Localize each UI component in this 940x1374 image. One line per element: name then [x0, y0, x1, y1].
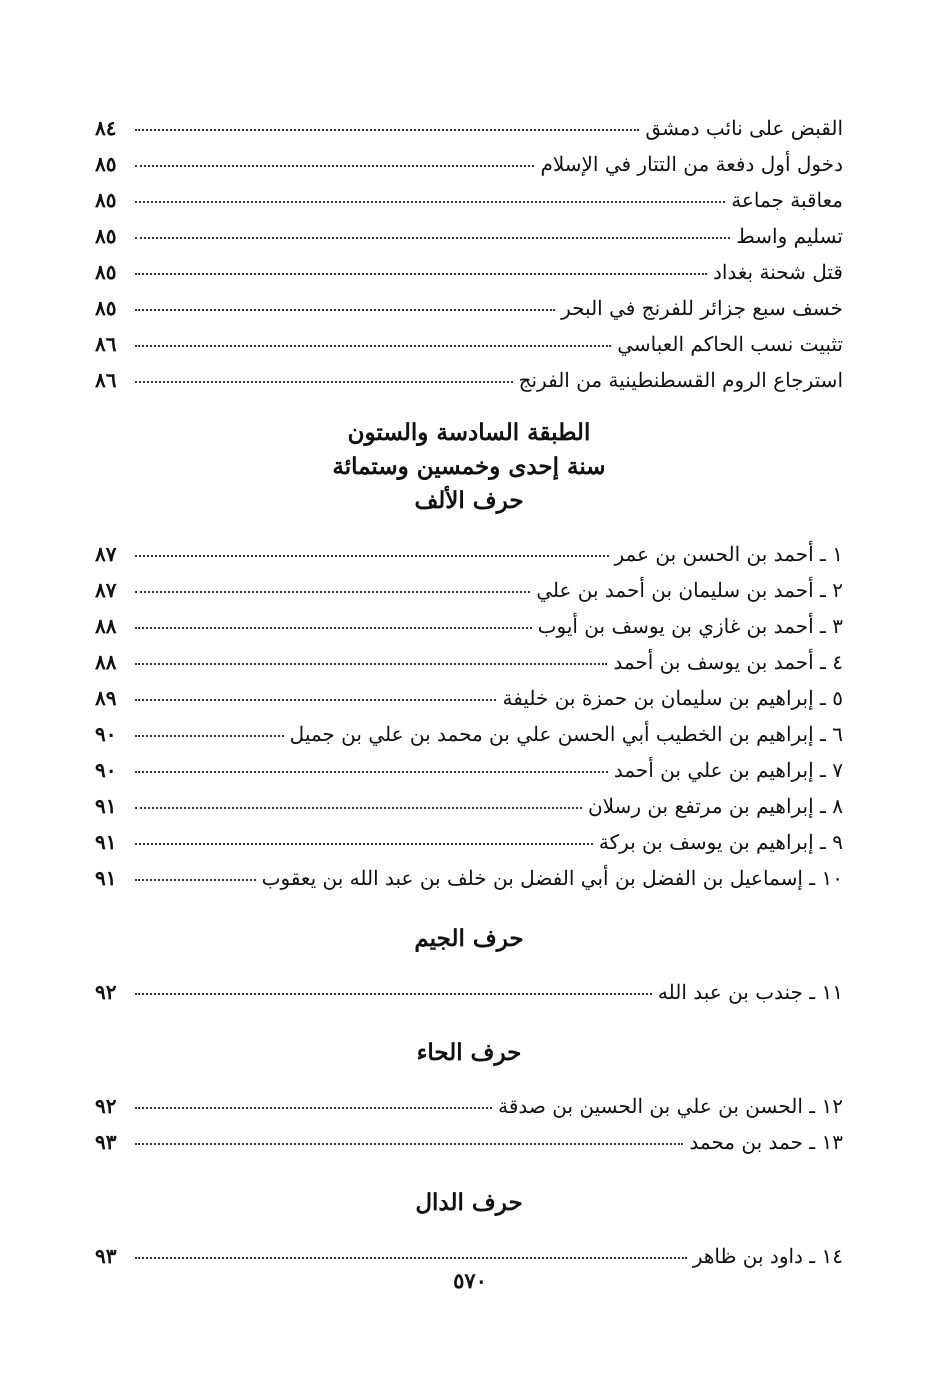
entry-title: القبض على نائب دمشق: [645, 116, 843, 140]
entry-title: ٤ ـ أحمد بن يوسف بن أحمد: [613, 650, 843, 674]
toc-entry: [95, 254, 843, 290]
dot-leader: [135, 345, 611, 347]
toc-entry: [95, 752, 843, 788]
toc-entry: [95, 644, 843, 680]
entry-title: ١ ـ أحمد بن الحسن بن عمر: [614, 542, 843, 566]
entry-title: ٧ ـ إبراهيم بن علي بن أحمد: [613, 758, 843, 782]
section-heading-ha: حرف الحاء: [416, 1039, 522, 1066]
entry-page: ٩٠: [95, 758, 117, 782]
entry-page: ٨٥: [95, 152, 117, 176]
entry-page: ٨٥: [95, 224, 117, 248]
entry-title: ٣ ـ أحمد بن غازي بن يوسف بن أيوب: [537, 614, 843, 638]
dot-leader: [135, 843, 593, 845]
toc-entry: [95, 608, 843, 644]
toc-entry: [95, 572, 843, 608]
entry-title: ٦ ـ إبراهيم بن الخطيب أبي الحسن علي بن محمد بن علي بن جميل: [289, 722, 843, 746]
year-heading: سنة إحدى وخمسين وستمائة: [332, 453, 606, 480]
toc-entry: [95, 182, 843, 218]
toc-entry: [95, 860, 843, 896]
entry-page: ٩١: [95, 794, 117, 818]
entry-title: ٩ ـ إبراهيم بن يوسف بن بركة: [598, 830, 843, 854]
entry-title: ٨ ـ إبراهيم بن مرتفع بن رسلان: [587, 794, 843, 818]
entry-page: ٨٧: [95, 542, 117, 566]
entry-page: ٨٥: [95, 188, 117, 212]
dot-leader: [135, 1107, 492, 1109]
entry-title: معاقبة جماعة: [731, 188, 843, 212]
entry-title: تسليم واسط: [736, 224, 843, 248]
dot-leader: [135, 699, 496, 701]
toc-entry: [95, 824, 843, 860]
entry-title: ١٢ ـ الحسن بن علي بن الحسين بن صدقة: [498, 1094, 843, 1118]
entry-page: ٨٥: [95, 260, 117, 284]
entry-title: ١٠ ـ إسماعيل بن الفضل بن أبي الفضل بن خلف بن عبد الله بن يعقوب: [261, 866, 843, 890]
dot-leader: [135, 129, 639, 131]
page-number: ٥٧٠: [453, 1268, 487, 1293]
entry-title: ١٣ ـ حمد بن محمد: [689, 1130, 843, 1154]
entry-title: دخول أول دفعة من التتار في الإسلام: [540, 152, 843, 176]
entry-page: ٩٢: [95, 980, 117, 1004]
tabaqa-heading: الطبقة السادسة والستون: [347, 419, 591, 446]
toc-entry: [95, 362, 843, 398]
dot-leader: [135, 309, 555, 311]
entry-page: ٩٣: [95, 1244, 117, 1268]
section-heading-jim: حرف الجيم: [414, 925, 524, 952]
dot-leader: [135, 165, 534, 167]
entry-page: ٩٣: [95, 1130, 117, 1154]
entry-page: ٨٤: [95, 116, 117, 140]
entry-title: تثبيت نسب الحاكم العباسي: [617, 332, 843, 356]
entry-page: ٨٩: [95, 686, 117, 710]
dot-leader: [135, 381, 513, 383]
entry-title: ١٤ ـ داود بن ظاهر: [692, 1244, 843, 1268]
entry-page: ٩١: [95, 830, 117, 854]
entry-title: خسف سبع جزائر للفرنج في البحر: [561, 296, 843, 320]
entry-page: ٨٧: [95, 578, 117, 602]
section-heading-alif: حرف الألف: [414, 487, 524, 514]
entry-page: ٩٠: [95, 722, 117, 746]
toc-entry: [95, 326, 843, 362]
entry-title: استرجاع الروم القسطنطينية من الفرنج: [518, 368, 843, 392]
dot-leader: [135, 1257, 687, 1259]
entry-page: ٨٨: [95, 614, 117, 638]
toc-entry: [95, 716, 843, 752]
toc-entry: [95, 218, 843, 254]
entry-page: ٨٥: [95, 296, 117, 320]
dot-leader: [135, 201, 725, 203]
toc-entry: [95, 536, 843, 572]
toc-entry: [95, 1124, 843, 1160]
entry-page: ٨٦: [95, 332, 117, 356]
dot-leader: [135, 771, 608, 773]
toc-entry: [95, 1088, 843, 1124]
entry-page: ٩٢: [95, 1094, 117, 1118]
dot-leader: [135, 627, 532, 629]
dot-leader: [135, 735, 284, 737]
toc-entry: [95, 680, 843, 716]
dot-leader: [135, 663, 607, 665]
toc-entry: [95, 110, 843, 146]
dot-leader: [135, 555, 609, 557]
section-heading-dal: حرف الدال: [415, 1189, 523, 1216]
toc-entry: [95, 788, 843, 824]
dot-leader: [135, 879, 256, 881]
table-of-contents: [95, 110, 843, 1274]
entry-title: ٥ ـ إبراهيم بن سليمان بن حمزة بن خليفة: [502, 686, 843, 710]
entry-title: ٢ ـ أحمد بن سليمان بن أحمد بن علي: [536, 578, 843, 602]
toc-entry: [95, 290, 843, 326]
dot-leader: [135, 591, 530, 593]
dot-leader: [135, 273, 707, 275]
dot-leader: [135, 807, 582, 809]
entry-title: قتل شحنة بغداد: [712, 260, 843, 284]
dot-leader: [135, 1143, 683, 1145]
entry-page: ٩١: [95, 866, 117, 890]
dot-leader: [135, 993, 652, 995]
toc-entry: [95, 974, 843, 1010]
toc-entry: [95, 146, 843, 182]
entry-page: ٨٨: [95, 650, 117, 674]
entry-title: ١١ ـ جندب بن عبد الله: [657, 980, 843, 1004]
dot-leader: [135, 237, 730, 239]
entry-page: ٨٦: [95, 368, 117, 392]
